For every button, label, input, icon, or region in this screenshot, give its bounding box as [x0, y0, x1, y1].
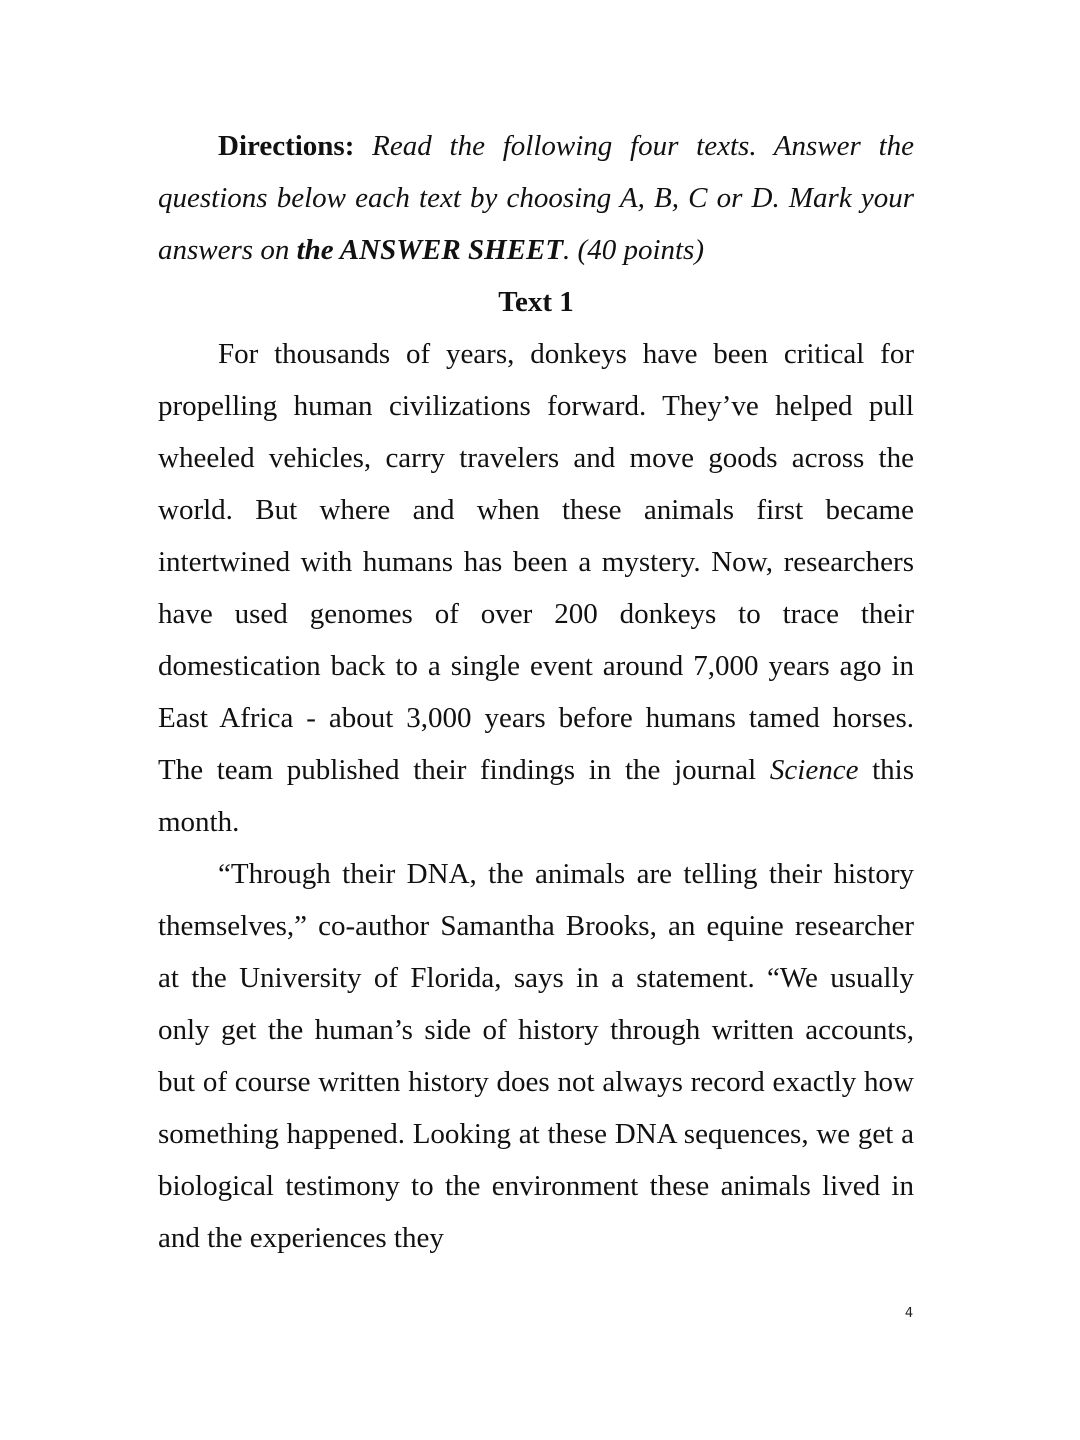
directions-label: Directions: — [218, 130, 355, 162]
paragraph-1-text: For thousands of years, donkeys have been critical for propelling human civilizations forward. They’ve helped pull wheeled vehicles, carry travelers and move goods across the world. But where and when these animals first became intertwined with humans has been a mystery. Now, researchers have used genomes of over 200 donkeys to trace their domestication back to a single event around 7,000 years ago in East Africa - about 3,000 years before humans tamed horses. The team published their findings in the journal — [158, 338, 914, 786]
text-1-paragraph-1 — [158, 328, 914, 848]
text-1-paragraph-2: “Through their DNA, the animals are telling their history themselves,” co-author Samantha Brooks, an equine researcher at the University of Florida, says in a statement. “We usually only get the human’s side of history through written accounts, but of course written history does not always record exactly how something happened. Looking at these DNA sequences, we get a biological testimony to the environment these animals lived in and the experiences they — [158, 858, 914, 1254]
directions-paragraph — [158, 120, 914, 276]
directions-points: (40 points) — [577, 234, 704, 266]
answer-sheet-text: the ANSWER SHEET — [296, 234, 564, 266]
directions-text: Read the following four texts. Answer the questions below each text by choosing A, B, C or D. Mark your answers on — [158, 130, 915, 266]
journal-name: Science — [769, 754, 859, 786]
page-content — [158, 120, 914, 1264]
page-number: 4 — [904, 1306, 914, 1321]
directions-period: . — [563, 234, 571, 266]
text-heading: Text 1 — [498, 286, 574, 318]
paragraph-1-ending: this month. — [158, 754, 915, 838]
